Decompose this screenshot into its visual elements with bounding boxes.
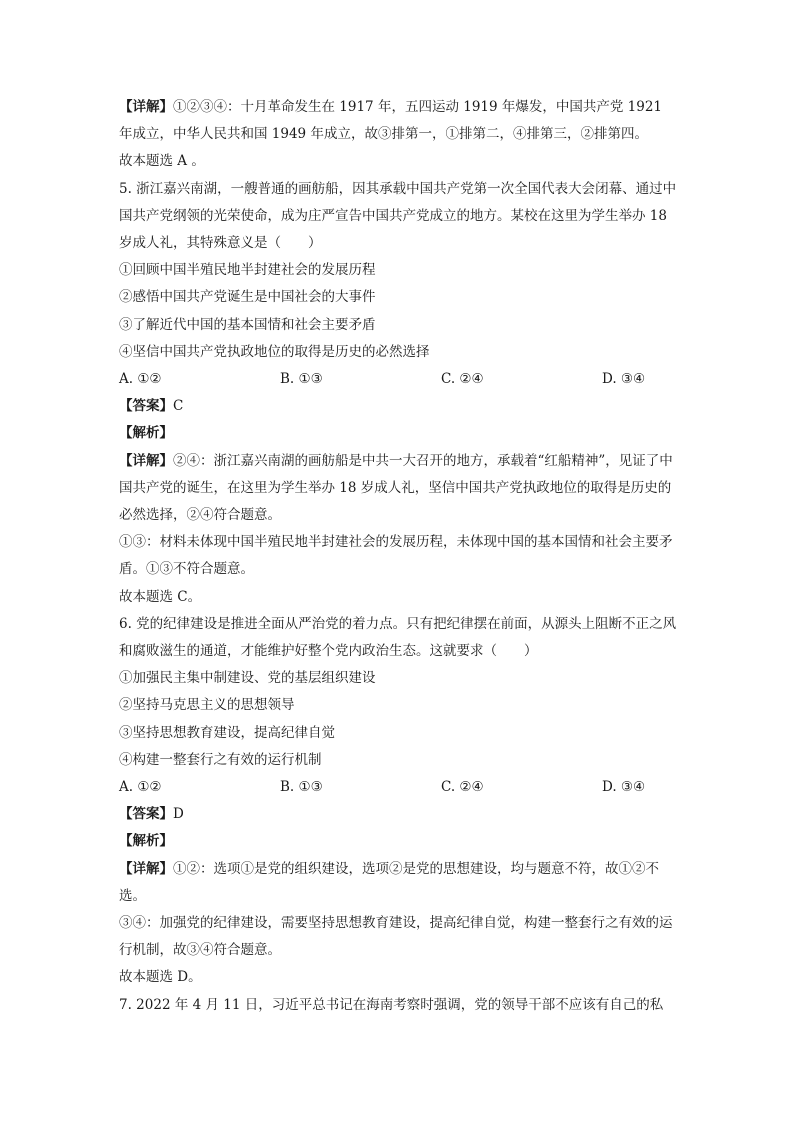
q5-option-c: C. ②④ [441,371,484,388]
q6-detail-2: ③④：加强党的纪律建设，需要坚持思想教育建设，提高纪律自觉，构建一整套行之有效的运行机制，故③④符合题意。 [119,915,673,959]
q4-conclusion: 故本题选 A 。 [119,153,205,170]
q6-statement-1: ①加强民主集中制建设、党的基层组织建设 [119,670,376,687]
q6-detail-1 [119,856,679,910]
q5-answer [119,393,679,420]
q6-option-a: A. ①② [119,779,162,796]
answer-value: D [173,806,184,823]
q5-stem: 5. 浙江嘉兴南湖，一艘普通的画舫船，因其承载中国共产党第一次全国代表大会闭幕、通过中国共产党纲领的光荣使命，成为庄严宣告中国共产党成立的地方。某校在这里为学生举办 18 岁成人礼，其特殊意义是（ ） [119,180,677,252]
q6-conclusion: 故本题选 D。 [119,969,202,986]
q5-statement-1: ①回顾中国半殖民地半封建社会的发展历程 [119,262,376,279]
q6-answer [119,801,679,828]
detail-text: ①②：选项①是党的组织建设，选项②是党的思想建设，均与题意不符，故①②不选。 [119,860,659,904]
detail-label: 【详解】 [119,452,173,469]
q5-options [119,366,679,393]
answer-label: 【答案】 [119,398,173,415]
q5-option-b: B. ①③ [280,371,323,388]
q6-options [119,774,679,801]
detail-label: 【详解】 [119,860,173,877]
detail-text: ②④：浙江嘉兴南湖的画舫船是中共一大召开的地方，承载着“红船精神”，见证了中国共产党的诞生，在这里为学生举办 18 岁成人礼，坚信中国共产党执政地位的取得是历史的必然选择，②④符合题意。 [119,452,673,524]
q5-detail-1 [119,448,679,530]
q6-statement-2: ②坚持马克思主义的思想领导 [119,697,295,714]
q5-statement-2: ②感悟中国共产党诞生是中国社会的大事件 [119,289,376,306]
q6-statement-3: ③坚持思想教育建设，提高纪律自觉 [119,724,335,741]
q6-option-d: D. ③④ [602,779,646,796]
q5-statement-3: ③了解近代中国的基本国情和社会主要矛盾 [119,316,376,333]
q7-stem-start: 7. 2022 年 4 月 11 日，习近平总书记在海南考察时强调，党的领导干部不应该有自己的私 [119,996,664,1013]
q6-option-c: C. ②④ [441,779,484,796]
q6-analysis-label: 【解析】 [119,833,173,850]
q5-option-d: D. ③④ [602,371,646,388]
q5-option-a: A. ①② [119,371,162,388]
q6-stem: 6. 党的纪律建设是推进全面从严治党的着力点。只有把纪律摆在前面，从源头上阻断不正之风和腐败滋生的通道，才能维护好整个党内政治生态。这就要求（ ） [119,615,677,660]
document-content [119,94,679,1019]
q5-statement-4: ④坚信中国共产党执政地位的取得是历史的必然选择 [119,343,430,360]
q4-detail [119,94,679,148]
q6-option-b: B. ①③ [280,779,323,796]
detail-label: 【详解】 [119,99,173,115]
answer-label: 【答案】 [119,806,173,823]
answer-value: C [173,398,184,415]
q5-analysis-label: 【解析】 [119,425,173,442]
detail-text: ①②③④：十月革命发生在 1917 年，五四运动 1919 年爆发，中国共产党 1921 年成立，中华人民共和国 1949 年成立，故③排第一，①排第二，④排第三，②排第四。 [119,99,663,143]
q5-conclusion: 故本题选 C。 [119,588,202,605]
q5-detail-2: ①③：材料未体现中国半殖民地半封建社会的发展历程，未体现中国的基本国情和社会主要矛盾。①③不符合题意。 [119,534,673,578]
q6-statement-4: ④构建一整套行之有效的运行机制 [119,751,322,768]
